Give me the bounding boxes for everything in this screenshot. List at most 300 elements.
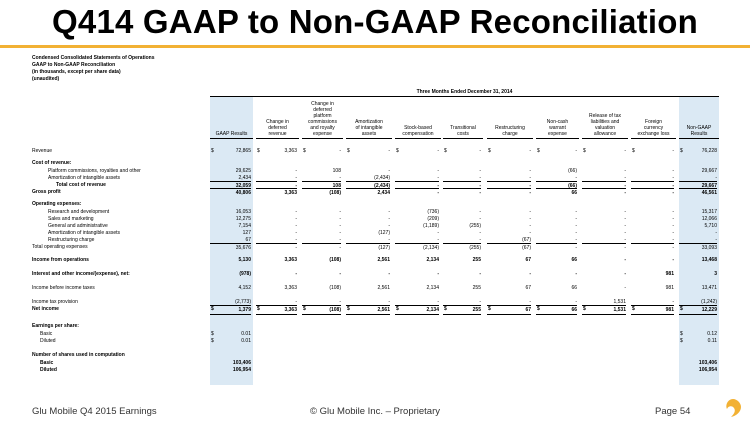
column-header-line: Restructuring — [495, 125, 525, 131]
table-cell: - — [672, 237, 674, 243]
table-cell: - — [672, 209, 674, 215]
column-header — [210, 96, 253, 139]
table-cell: - — [575, 209, 577, 215]
row-label: Cost of revenue: — [32, 160, 72, 166]
table-cell: - — [624, 257, 626, 263]
header-line-3: (in thousands, except per share data) — [32, 69, 121, 75]
table-cell: - — [388, 237, 390, 243]
dollar-sign: $ — [347, 306, 350, 312]
table-cell: 29,625 — [235, 168, 251, 174]
table-cell: - — [529, 230, 531, 236]
dollar-sign: $ — [488, 306, 491, 312]
row-label: Diluted — [40, 338, 56, 344]
row-label: Interest and other income/(expense), net: — [32, 271, 130, 277]
table-cell: (736) — [427, 209, 439, 215]
table-cell: - — [624, 271, 626, 277]
column-header-line: allowance — [593, 131, 617, 137]
table-row — [32, 322, 719, 330]
table-cell: - — [631, 188, 674, 197]
table-cell: - — [443, 188, 481, 197]
table-cell: - — [256, 243, 297, 252]
column-header — [302, 96, 343, 139]
table-cell: 72,865 — [235, 148, 251, 154]
table-cell: 67 — [487, 305, 531, 315]
table-cell: (67) — [487, 243, 531, 252]
table-cell: 3 — [714, 271, 717, 277]
table-cell: - — [302, 243, 341, 252]
dollar-sign: $ — [211, 331, 214, 337]
dollar-sign: $ — [444, 148, 447, 154]
table-cell: 40,806 — [210, 188, 251, 197]
table-cell: - — [575, 223, 577, 229]
header-line-2: GAAP to Non-GAAP Reconciliation — [32, 62, 116, 68]
table-cell: - — [256, 181, 297, 190]
column-header-line: Results — [690, 131, 708, 137]
table-cell: - — [437, 271, 439, 277]
table-cell: 16,053 — [235, 209, 251, 215]
table-cell: - — [388, 148, 390, 154]
table-cell: (127) — [346, 243, 390, 252]
slide-title: Q414 GAAP to Non-GAAP Reconciliation — [52, 3, 698, 40]
table-cell: - — [395, 188, 439, 197]
table-cell: 2,134 — [426, 285, 439, 291]
dollar-sign: $ — [680, 148, 683, 154]
column-header — [395, 96, 441, 139]
table-cell: - — [295, 209, 297, 215]
table-cell: - — [582, 181, 626, 190]
table-cell: 33,093 — [679, 243, 717, 252]
table-cell: - — [624, 230, 626, 236]
table-cell: - — [295, 237, 297, 243]
table-cell: 0.01 — [241, 338, 251, 344]
table-cell: - — [672, 257, 674, 263]
table-cell: 13,468 — [701, 257, 717, 263]
column-header-line: GAAP Results — [215, 131, 248, 137]
table-cell: - — [631, 243, 674, 252]
table-cell: - — [529, 223, 531, 229]
column-header — [256, 96, 299, 139]
table-cell: - — [529, 271, 531, 277]
title-rule — [0, 45, 750, 48]
column-header-line: costs — [457, 131, 469, 137]
table-cell: 1,531 — [582, 305, 626, 315]
table-cell: - — [479, 271, 481, 277]
table-cell: - — [624, 216, 626, 222]
column-header — [582, 96, 628, 139]
table-row — [32, 270, 719, 278]
dollar-sign: $ — [488, 148, 491, 154]
table-cell: - — [487, 181, 531, 190]
table-cell: - — [339, 271, 341, 277]
table-row — [32, 366, 719, 374]
table-cell: - — [672, 223, 674, 229]
statement-header — [32, 55, 155, 83]
table-cell: - — [437, 237, 439, 243]
column-header-line: Foreign — [645, 119, 662, 125]
table-cell: - — [631, 181, 674, 190]
column-header — [536, 96, 579, 139]
table-cell: 12,275 — [235, 216, 251, 222]
table-cell: - — [672, 216, 674, 222]
table-cell: - — [388, 223, 390, 229]
table-cell: 3,363 — [284, 285, 297, 291]
table-cell: - — [295, 230, 297, 236]
table-cell: - — [672, 168, 674, 174]
table-cell: - — [295, 271, 297, 277]
row-label: Income before income taxes — [32, 285, 95, 291]
table-cell: - — [529, 175, 531, 181]
dollar-sign: $ — [396, 148, 399, 154]
table-cell: 35,676 — [210, 243, 251, 252]
table-cell: (255) — [443, 243, 481, 252]
row-label: Total operating expenses — [32, 244, 88, 250]
table-cell: (108) — [329, 257, 341, 263]
table-cell: - — [672, 299, 674, 305]
table-cell: 255 — [472, 257, 481, 263]
column-header-line: warrant — [549, 125, 566, 131]
row-label: Amortization of intangible assets — [48, 230, 120, 236]
period-label: Three Months Ended December 31, 2014 — [210, 89, 719, 97]
column-header-line: Release of tax — [589, 113, 621, 119]
table-cell: - — [529, 216, 531, 222]
dollar-sign: $ — [444, 306, 447, 312]
column-header-line: Non-GAAP — [686, 125, 712, 131]
table-cell: (66) — [568, 168, 577, 174]
dollar-sign: $ — [583, 148, 586, 154]
column-header-line: Amortization — [355, 119, 383, 125]
table-cell: 2,561 — [377, 285, 390, 291]
table-cell: 12,066 — [701, 216, 717, 222]
table-row — [32, 159, 719, 167]
table-cell: (108) — [302, 188, 341, 197]
table-cell: - — [339, 175, 341, 181]
table-cell: (1,242) — [701, 299, 717, 305]
column-header-line: Transitional — [450, 125, 476, 131]
table-row — [32, 200, 719, 208]
table-cell: 15,317 — [701, 209, 717, 215]
table-cell: - — [672, 230, 674, 236]
dollar-sign: $ — [680, 306, 683, 312]
table-cell: - — [339, 237, 341, 243]
column-header-line: deferred — [313, 107, 332, 113]
table-cell: - — [624, 148, 626, 154]
table-cell: - — [624, 168, 626, 174]
table-cell: - — [437, 175, 439, 181]
table-row — [32, 243, 719, 251]
table-cell: 3,363 — [256, 305, 297, 315]
table-cell: 76,228 — [701, 148, 717, 154]
row-label: Total cost of revenue — [56, 182, 106, 188]
table-cell: - — [295, 299, 297, 305]
footer-page-number: Page 54 — [655, 406, 691, 417]
table-cell: 13,471 — [701, 285, 717, 291]
table-cell: - — [487, 188, 531, 197]
table-cell: 0.11 — [707, 338, 717, 344]
column-header-line: Non-cash — [546, 119, 569, 125]
table-cell: 108 — [302, 181, 341, 190]
table-cell: (127) — [378, 230, 390, 236]
header-line-4: (unaudited) — [32, 76, 60, 82]
table-cell: 1,379 — [210, 305, 251, 315]
table-cell: - — [395, 181, 439, 190]
table-cell: - — [339, 299, 341, 305]
table-cell: (1,189) — [423, 223, 439, 229]
table-cell: 32,059 — [210, 181, 251, 190]
table-cell: - — [388, 271, 390, 277]
row-label: Revenue — [32, 148, 53, 154]
column-header-line: and royalty — [310, 125, 335, 131]
column-header-line: deferred — [268, 125, 287, 131]
table-cell: - — [479, 175, 481, 181]
row-label: General and administrative — [48, 223, 108, 229]
column-header-line: charge — [502, 131, 518, 137]
table-cell: 29,667 — [701, 168, 717, 174]
table-cell: 981 — [665, 271, 674, 277]
table-cell: - — [575, 271, 577, 277]
glu-logo-icon — [722, 397, 744, 419]
table-cell: 255 — [443, 305, 481, 315]
dollar-sign: $ — [257, 148, 260, 154]
table-cell: (2,434) — [374, 175, 390, 181]
column-header-line: Stock-based — [404, 125, 432, 131]
table-cell: 67 — [245, 237, 251, 243]
table-cell: - — [479, 216, 481, 222]
table-row — [32, 284, 719, 292]
table-cell: - — [575, 148, 577, 154]
dollar-sign: $ — [537, 306, 540, 312]
table-cell: 981 — [665, 285, 674, 291]
table-cell: - — [624, 175, 626, 181]
column-header-line: compensation — [402, 131, 434, 137]
dollar-sign: $ — [303, 306, 306, 312]
table-cell: - — [575, 299, 577, 305]
table-cell: 5,130 — [238, 257, 251, 263]
table-row — [32, 351, 719, 359]
table-cell: - — [339, 216, 341, 222]
table-cell: - — [479, 148, 481, 154]
dollar-sign: $ — [583, 306, 586, 312]
table-row — [32, 188, 719, 196]
row-label: Platform commissions, royalties and other — [48, 168, 141, 174]
table-cell: 103,406 — [698, 360, 717, 366]
table-cell: 29,667 — [679, 181, 717, 190]
dollar-sign: $ — [257, 306, 260, 312]
table-row — [32, 305, 719, 313]
table-cell: (108) — [302, 305, 341, 315]
row-label: Research and development — [48, 209, 110, 215]
table-cell: - — [479, 230, 481, 236]
table-cell: 2,561 — [377, 257, 390, 263]
column-header-line: valuation — [594, 125, 615, 131]
table-cell: - — [529, 168, 531, 174]
table-cell: - — [437, 230, 439, 236]
row-label: Basic — [40, 360, 54, 366]
table-cell: 0.01 — [241, 331, 251, 337]
table-cell: 106,954 — [698, 367, 717, 373]
row-label: Net income — [32, 306, 59, 312]
table-cell: (978) — [239, 271, 251, 277]
table-cell: - — [715, 230, 717, 236]
dollar-sign: $ — [211, 338, 214, 344]
dollar-sign: $ — [211, 306, 214, 312]
column-header-line: revenue — [268, 131, 287, 137]
dollar-sign: $ — [680, 338, 683, 344]
footer-center: © Glu Mobile Inc. – Proprietary — [309, 406, 441, 417]
table-cell: (255) — [469, 223, 481, 229]
column-header-line: expense — [313, 131, 332, 137]
table-row — [32, 256, 719, 264]
row-label: Sales and marketing — [48, 216, 94, 222]
table-cell: - — [295, 223, 297, 229]
table-cell: (108) — [329, 285, 341, 291]
column-header-line: assets — [361, 131, 377, 137]
table-cell: 981 — [631, 305, 674, 315]
table-cell: - — [575, 175, 577, 181]
table-cell: - — [575, 216, 577, 222]
table-cell: - — [388, 209, 390, 215]
table-row — [32, 147, 719, 155]
table-cell: 67 — [525, 285, 531, 291]
table-cell: - — [339, 230, 341, 236]
table-cell: 66 — [571, 285, 577, 291]
table-cell: 7,154 — [238, 223, 251, 229]
table-cell: - — [388, 216, 390, 222]
table-cell: - — [479, 299, 481, 305]
table-cell: - — [437, 168, 439, 174]
row-label: Gross profit — [32, 189, 61, 195]
table-cell: - — [339, 148, 341, 154]
table-cell: - — [437, 148, 439, 154]
table-cell: - — [715, 175, 717, 181]
table-cell: - — [624, 209, 626, 215]
table-cell: 2,434 — [238, 175, 251, 181]
table-cell: 12,229 — [679, 305, 717, 315]
dollar-sign: $ — [211, 148, 214, 154]
dollar-sign: $ — [347, 148, 350, 154]
table-cell: 0.12 — [707, 331, 717, 337]
column-header-line: platform — [313, 113, 332, 119]
table-cell: 66 — [536, 305, 577, 315]
table-cell: - — [295, 175, 297, 181]
table-row — [32, 337, 719, 345]
dollar-sign: $ — [632, 148, 635, 154]
table-cell: 255 — [472, 285, 481, 291]
column-header-line: exchange loss — [637, 131, 670, 137]
table-cell: - — [388, 168, 390, 174]
table-cell: (67) — [522, 237, 531, 243]
table-cell: 3,363 — [256, 188, 297, 197]
header-line-1: Condensed Consolidated Statements of Operations — [32, 55, 155, 61]
table-cell: 127 — [242, 230, 251, 236]
table-cell: 2,561 — [346, 305, 390, 315]
row-label: Diluted — [40, 367, 57, 373]
table-cell: - — [672, 175, 674, 181]
table-cell: - — [339, 223, 341, 229]
column-header-line: Change in — [266, 119, 289, 125]
table-cell: - — [479, 237, 481, 243]
table-cell: - — [437, 299, 439, 305]
column-header-line: currency — [643, 125, 664, 131]
row-label: Number of shares used in computation — [32, 352, 125, 358]
table-cell: - — [575, 230, 577, 236]
table-cell: 2,434 — [346, 188, 390, 197]
row-label: Earnings per share: — [32, 323, 79, 329]
table-cell: - — [582, 243, 626, 252]
column-header — [443, 96, 483, 139]
column-header-line: liabilities and — [590, 119, 620, 125]
table-cell: - — [443, 181, 481, 190]
table-cell: 4,152 — [238, 285, 251, 291]
table-cell: 3,363 — [284, 257, 297, 263]
table-cell: - — [388, 299, 390, 305]
footer-left: Glu Mobile Q4 2015 Earnings — [32, 406, 157, 417]
table-cell: - — [295, 168, 297, 174]
table-cell: - — [529, 299, 531, 305]
table-cell: - — [529, 209, 531, 215]
row-label: Restructuring charge — [48, 237, 95, 243]
row-label: Income tax provision — [32, 299, 78, 305]
dollar-sign: $ — [303, 148, 306, 154]
table-cell: - — [479, 209, 481, 215]
dollar-sign: $ — [537, 148, 540, 154]
table-cell: - — [479, 168, 481, 174]
table-cell: 106,954 — [232, 367, 251, 373]
dollar-sign: $ — [396, 306, 399, 312]
column-header — [679, 96, 719, 139]
column-header-line: of intangible — [355, 125, 383, 131]
table-cell: - — [536, 243, 577, 252]
table-cell: - — [624, 237, 626, 243]
table-cell: - — [624, 285, 626, 291]
row-label: Basic — [40, 331, 53, 337]
table-cell: - — [715, 237, 717, 243]
table-cell: (209) — [427, 216, 439, 222]
table-cell: 2,134 — [395, 305, 439, 315]
row-label: Operating expenses: — [32, 201, 82, 207]
table-cell: 46,561 — [679, 188, 717, 197]
table-cell: 103,406 — [232, 360, 251, 366]
column-header-line: commissions — [308, 119, 337, 125]
table-cell: 67 — [525, 257, 531, 263]
table-cell: - — [624, 223, 626, 229]
table-cell: - — [295, 216, 297, 222]
dollar-sign: $ — [680, 331, 683, 337]
column-header — [631, 96, 676, 139]
table-cell: 5,710 — [704, 223, 717, 229]
table-cell: - — [582, 188, 626, 197]
column-header-line: expense — [548, 131, 567, 137]
table-cell: - — [339, 209, 341, 215]
column-header — [487, 96, 533, 139]
table-cell: - — [529, 148, 531, 154]
table-cell: 1,531 — [613, 299, 626, 305]
row-label: Amortization of intangible assets — [48, 175, 120, 181]
table-cell: 66 — [536, 188, 577, 197]
table-cell: - — [575, 237, 577, 243]
row-label: Income from operations — [32, 257, 89, 263]
table-cell: 108 — [332, 168, 341, 174]
table-cell: 66 — [571, 257, 577, 263]
table-cell: (66) — [536, 181, 577, 190]
table-cell: 2,134 — [426, 257, 439, 263]
table-cell: (2,773) — [235, 299, 251, 305]
table-cell: - — [672, 148, 674, 154]
column-header-line: Change in — [311, 101, 334, 107]
table-cell: (2,134) — [395, 243, 439, 252]
dollar-sign: $ — [632, 306, 635, 312]
table-cell: 3,363 — [284, 148, 297, 154]
table-cell: (2,434) — [346, 181, 390, 190]
